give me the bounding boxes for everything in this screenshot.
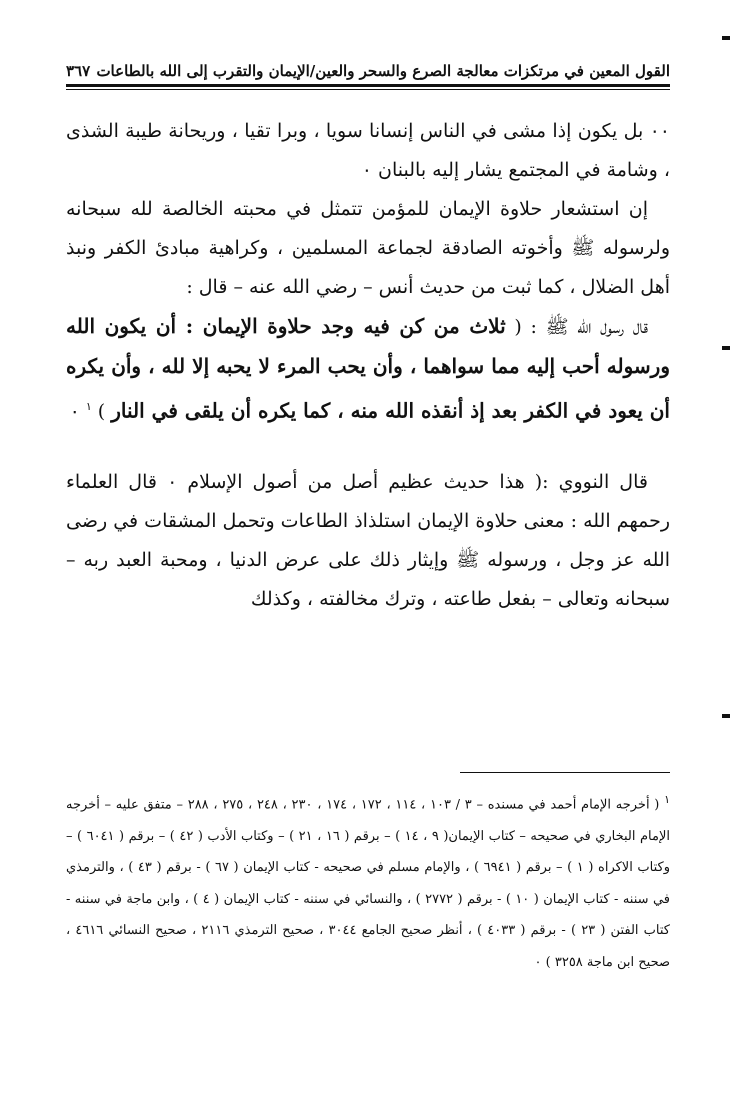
paragraph-4: قال النووي :( هذا حديث عظيم أصل من أصول الإسلام ٠ قال العلماء رحمهم الله : معنى حلاوة الإيمان استلذاذ الطاعات وتحمل المشقات في رضى الله عز وجل ، ورسوله ﷺ وإيثار ذلك على عرض الدنيا ، ومحبة العبد ربه – سبحانه وتعالى – بفعل طاعته ، وترك مخالفته ، وكذلك [66,471,670,611]
margin-mark [722,346,730,350]
main-text [66,112,670,619]
margin-mark [722,36,730,40]
running-header [66,40,670,84]
header-rule-thin [66,89,670,90]
margin-mark [722,714,730,718]
paragraph-3-hadith [66,307,670,431]
header-rule-thick [66,84,670,87]
hadith-intro: قال رسول الله ﷺ : ( [514,316,648,338]
hadith-end: ٠ [69,400,80,423]
footnote-marker: ١ [664,793,671,806]
footnote [66,784,670,978]
footnote-separator [460,772,670,773]
hadith-text: ثلاث من كن فيه وجد حلاوة الإيمان : أن يكون الله ورسوله أحب إليه مما سواهما ، وأن يحب المرء لا يحبه إلا لله ، وأن يكره أن يعود في الكفر بعد إذ أنقذه الله منه ، كما يكره أن يلقى في النار [66,314,670,423]
footnote-text: ( أخرجه الإمام أحمد في مسنده – ٣ / ١٠٣ ، ١١٤ ، ١٧٢ ، ١٧٤ ، ٢٣٠ ، ٢٤٨ ، ٢٧٥ ، ٢٨٨ – متفق عليه – أخرجه الإمام البخاري في صحيحه – كتاب الإيمان( ٩ ، ١٤ ) – برقم ( ١٦ ، ٢١ ) – وكتاب الأدب ( ٤٢ ) – برقم ( ٦٠٤١ ) – وكتاب الاكراه ( ١ ) – برقم ( ٦٩٤١ ) ، والإمام مسلم في صحيحه - كتاب الإيمان ( ٦٧ ) - برقم ( ٤٣ ) ، والترمذي في سننه - كتاب الإيمان ( ١٠ ) - برقم ( ٢٧٧٢ ) ، والنسائي في سننه - كتاب الإيمان ( ٤ ) ، وابن ماجة في سننه - كتاب الفتن ( ٢٣ ) - برقم ( ٤٠٣٣ ) ، أنظر صحيح الجامع ٣٠٤٤ ، صحيح الترمذي ٢١١٦ ، صحيح النسائي ٤٦١٦ ، صحيح ابن ماجة ٣٢٥٨ ) ٠ [66,797,671,970]
page-number: ٣٦٧ [66,62,91,80]
hadith-close: ) [97,400,106,423]
footnote-reference: ١ [85,400,92,413]
header-title: القول المعين في مرتكزات معالجة الصرع والسحر والعين/الإيمان والتقرب إلى الله بالطاعات [96,62,670,80]
paragraph-1: ٠٠ بل يكون إذا مشى في الناس إنسانا سويا ، وبرا تقيا ، وريحانة طيبة الشذى ، وشامة في المجتمع يشار إليه بالبنان ٠ [66,120,670,181]
paragraph-2: إن استشعار حلاوة الإيمان للمؤمن تتمثل في محبته الخالصة لله سبحانه ولرسوله ﷺ وأخوته الصادقة لجماعة المسلمين ، وكراهية مبادئ الكفر ونبذ أهل الضلال ، كما ثبت من حديث أنس – رضي الله عنه – قال : [66,198,670,298]
